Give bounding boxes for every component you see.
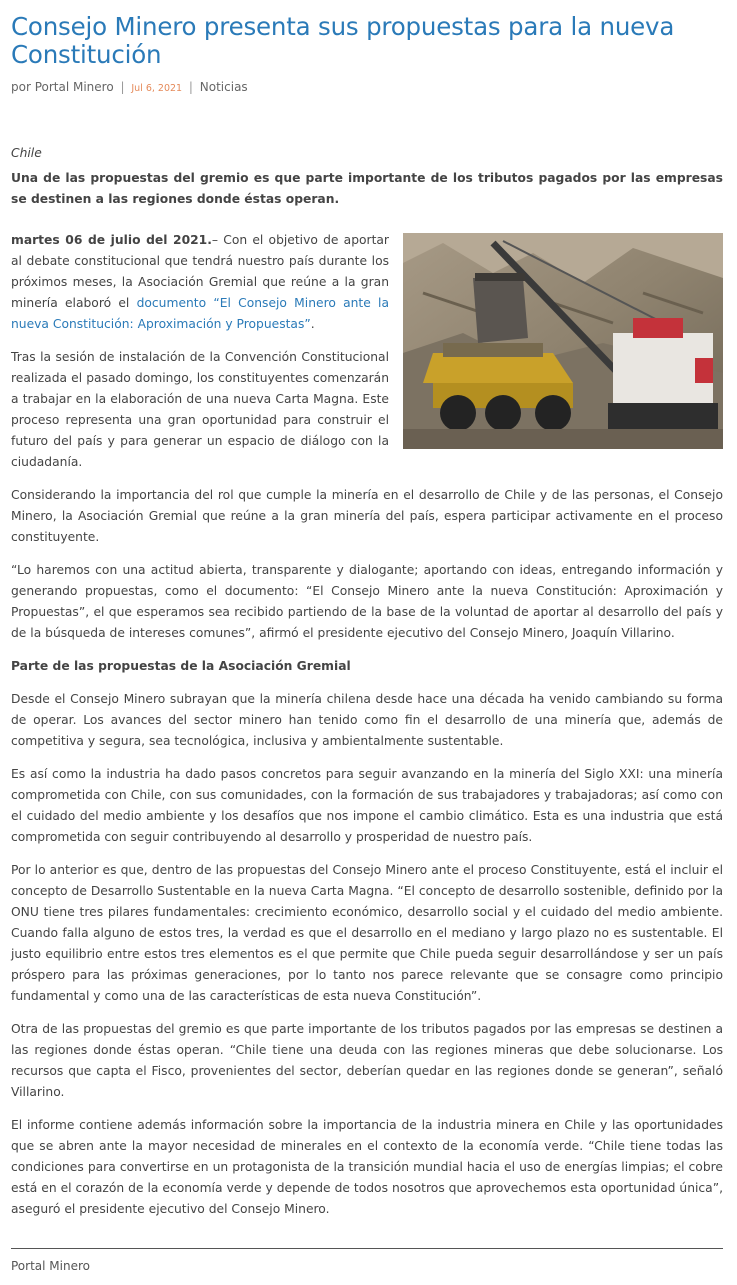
article-meta [11, 80, 248, 94]
mining-shovel-photo [403, 233, 723, 449]
paragraph-3: Considerando la importancia del rol que cumple la minería en el desarrollo de Chile y de las personas, el Consejo Minero, la Asociación Gremial que reúne a la gran minería del país, espera participar activamente en el proceso constituyente. [11, 488, 723, 544]
meta-separator: | [185, 80, 197, 94]
article-body [11, 143, 723, 1232]
paragraph-6: Es así como la industria ha dado pasos concretos para seguir avanzando en la minería del Siglo XXI: una minería comprometida con Chile, con sus comunidades, con la formación de sus trabajadores y trabajadoras; así como con el cuidado del medio ambiente y los desafíos que nos impone el cambio climático. Esta es una industria que está comprometida con seguir contribuyendo al desarrollo y prosperidad de nuestro país. [11, 767, 723, 844]
article-lead: Una de las propuestas del gremio es que parte importante de los tributos pagados por las empresas se destinen a las regiones donde éstas operan. [11, 171, 723, 206]
document-link[interactable]: documento “El Consejo Minero ante la nueva Constitución: Aproximación y Propuestas” [11, 296, 389, 331]
paragraph-2: Tras la sesión de instalación de la Convención Constitucional realizada el pasado domingo, los constituyentes comenzarán a trabajar en la elaboración de una nueva Carta Magna. Este proceso representa una gran oportunidad para construir el futuro del país y para generar un espacio de diálogo con la ciudadanía. [11, 350, 389, 469]
location-label: Chile [11, 146, 42, 160]
paragraph-5: Desde el Consejo Minero subrayan que la minería chilena desde hace una década ha venido cambiando su forma de operar. Los avances del sector minero han tenido como fin el desarrollo de una minería que, además de competitiva y segura, sea tecnológica, inclusiva y ambientalmente sustentable. [11, 692, 723, 748]
paragraph-9: El informe contiene además información sobre la importancia de la industria minera en Chile y las oportunidades que se abren ante la mayor necesidad de minerales en el contexto de la economía verde. “Chile tiene todas las condiciones para convertirse en un protagonista de la transición mundial hacia el uso de energías limpias; el cobre está en el corazón de la economía verde y depende de todos nosotros que aprovechemos esta oportunidad única”, aseguró el presidente ejecutivo del Consejo Minero. [11, 1118, 723, 1216]
paragraph-4: “Lo haremos con una actitud abierta, transparente y dialogante; aportando con ideas, entregando información y generando propuestas, como el documento: “El Consejo Minero ante la nueva Constitución: Aproximación y Propuestas”, el que esperamos sea recibido partiendo de la base de la voluntad de aportar al desarrollo del país y de la búsqueda de intereses comunes”, afirmó el presidente ejecutivo del Consejo Minero, Joaquín Villarino. [11, 563, 723, 640]
article-title: Consejo Minero presenta sus propuestas para la nueva Constitución [11, 12, 675, 69]
category-link[interactable]: Noticias [199, 80, 248, 94]
footer-divider [11, 1248, 723, 1249]
footer-source: Portal Minero [11, 1259, 90, 1273]
section-subheading: Parte de las propuestas de la Asociación Gremial [11, 659, 351, 673]
meta-separator: | [116, 80, 129, 94]
paragraph-8: Otra de las propuestas del gremio es que parte importante de los tributos pagados por las empresas se destinen a las regiones donde éstas operan. “Chile tiene una deuda con las regiones mineras que debe solucionarse. Los recursos que capta el Fisco, provenientes del sector, deberían quedar en las regiones donde se generan”, señaló Villarino. [11, 1022, 723, 1099]
publish-date: Jul 6, 2021 [131, 83, 183, 94]
author-link[interactable]: por Portal Minero [11, 80, 114, 94]
paragraph-7: Por lo anterior es que, dentro de las propuestas del Consejo Minero ante el proceso Constituyente, está el incluir el concepto de Desarrollo Sustentable en la nueva Carta Magna. “El concepto de desarrollo sostenible, definido por la ONU tiene tres pilares fundamentales: crecimiento económico, desarrollo social y el cuidado del medio ambiente. Cuando falla alguno de estos tres, la verdad es que el desarrollo en el mediano y largo plazo no es sustentable. El justo equilibrio entre estos tres elementos es el que permite que Chile pueda seguir desarrollándose y ser un país próspero para las próximas generaciones, por lo tanto nos parece relevante que se consagre como principio fundamental y como una de las características de esta nueva Constitución”. [11, 863, 723, 1003]
intro-text: – Con el objetivo de aportar al debate constitucional que tendrá nuestro país durante los próximos meses, la Asociación Gremial que reúne a la gran minería elaboró el [11, 233, 389, 310]
intro-end: . [310, 317, 315, 331]
intro-date: martes 06 de julio del 2021. [11, 233, 212, 247]
